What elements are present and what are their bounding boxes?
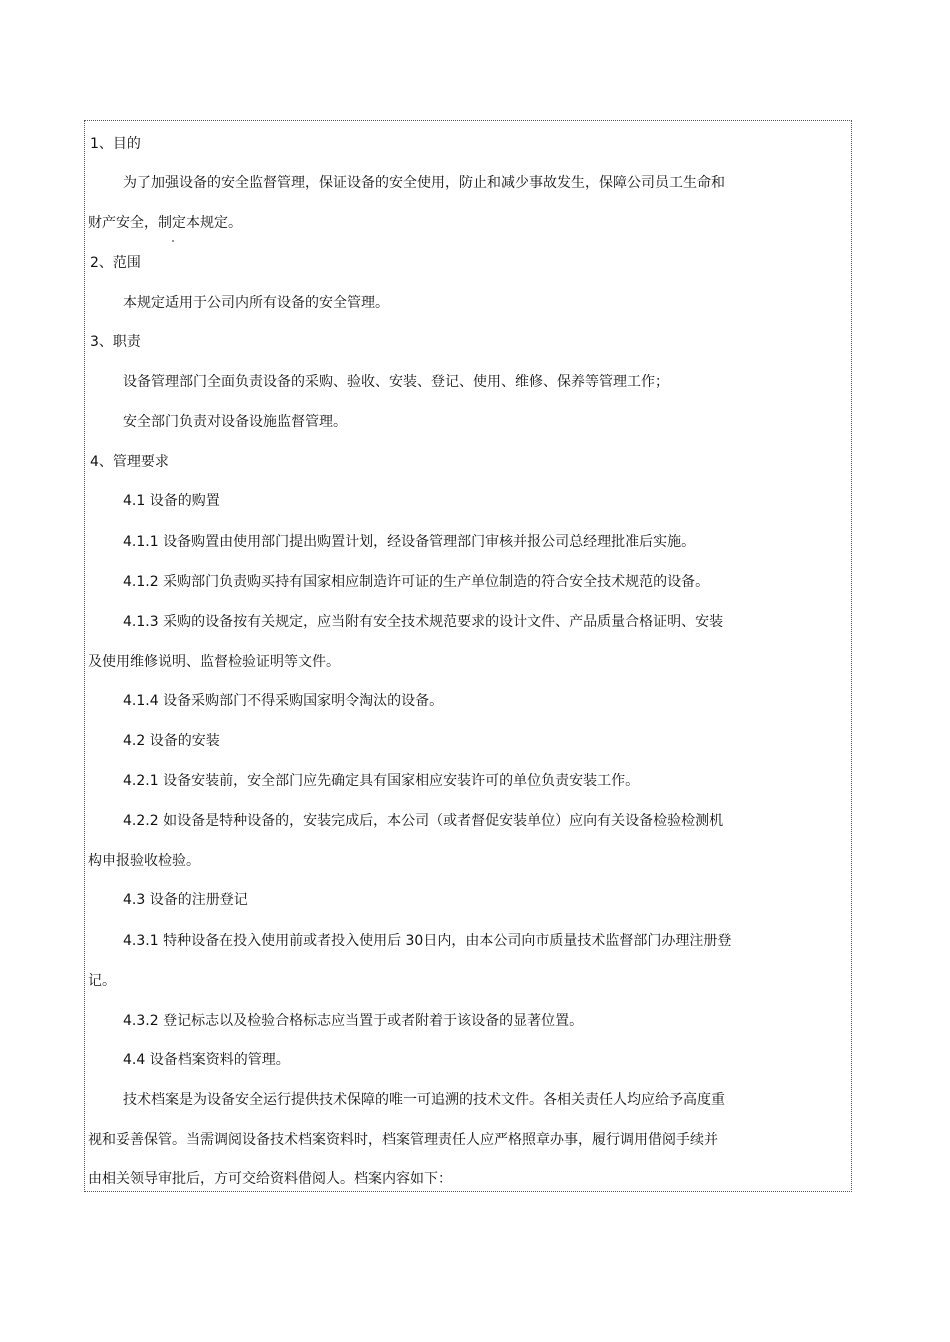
clause-line: 及使用维修说明、监督检验证明等文件。 (88, 654, 340, 670)
heading-purpose: 1、目的 (90, 136, 141, 152)
paragraph-line: 设备管理部门全面负责设备的采购、验收、安装、登记、使用、维修、保养等管理工作； (123, 374, 669, 390)
paragraph-line: 为了加强设备的安全监督管理，保证设备的安全使用，防止和减少事故发生，保障公司员工生命和 (123, 175, 725, 191)
clause-line: 4.1.3 采购的设备按有关规定，应当附有安全技术规范要求的设计文件、产品质量合格证明、安装 (123, 614, 724, 630)
heading-management: 4、管理要求 (90, 454, 169, 470)
stray-dot (172, 240, 174, 242)
paragraph-line: 本规定适用于公司内所有设备的安全管理。 (123, 295, 389, 311)
clause-line: 4.2.2 如设备是特种设备的，安装完成后，本公司（或者督促安装单位）应向有关设备检验检测机 (123, 813, 724, 829)
section-title: 4.1 设备的购置 (123, 493, 220, 509)
paragraph-line: 技术档案是为设备安全运行提供技术保障的唯一可追溯的技术文件。各相关责任人均应给予高度重 (123, 1092, 725, 1108)
clause-line: 4.3.2 登记标志以及检验合格标志应当置于或者附着于该设备的显著位置。 (123, 1013, 584, 1029)
paragraph-line: 财产安全，制定本规定。 (88, 215, 242, 231)
paragraph-line: 由相关领导审批后，方可交给资料借阅人。档案内容如下： (88, 1171, 452, 1187)
clause-line: 4.2.1 设备安装前，安全部门应先确定具有国家相应安装许可的单位负责安装工作。 (123, 773, 640, 789)
clause-line: 4.1.2 采购部门负责购买持有国家相应制造许可证的生产单位制造的符合安全技术规范的设备。 (123, 574, 710, 590)
section-title: 4.3 设备的注册登记 (123, 892, 248, 908)
clause-line: 4.1.4 设备采购部门不得采购国家明令淘汰的设备。 (123, 693, 444, 709)
section-title: 4.2 设备的安装 (123, 733, 220, 749)
clause-line: 记。 (88, 973, 116, 989)
clause-line: 构申报验收检验。 (88, 853, 200, 869)
clause-line: 4.3.1 特种设备在投入使用前或者投入使用后 30日内，由本公司向市质量技术监督部门办理注册登 (123, 933, 732, 949)
heading-scope: 2、范围 (90, 255, 141, 271)
heading-responsibility: 3、职责 (90, 334, 141, 350)
clause-line: 4.1.1 设备购置由使用部门提出购置计划，经设备管理部门审核并报公司总经理批准后实施。 (123, 534, 696, 550)
paragraph-line: 安全部门负责对设备设施监督管理。 (123, 414, 347, 430)
section-title: 4.4 设备档案资料的管理。 (123, 1052, 290, 1068)
paragraph-line: 视和妥善保管。当需调阅设备技术档案资料时，档案管理责任人应严格照章办事，履行调用借阅手续并 (88, 1132, 718, 1148)
